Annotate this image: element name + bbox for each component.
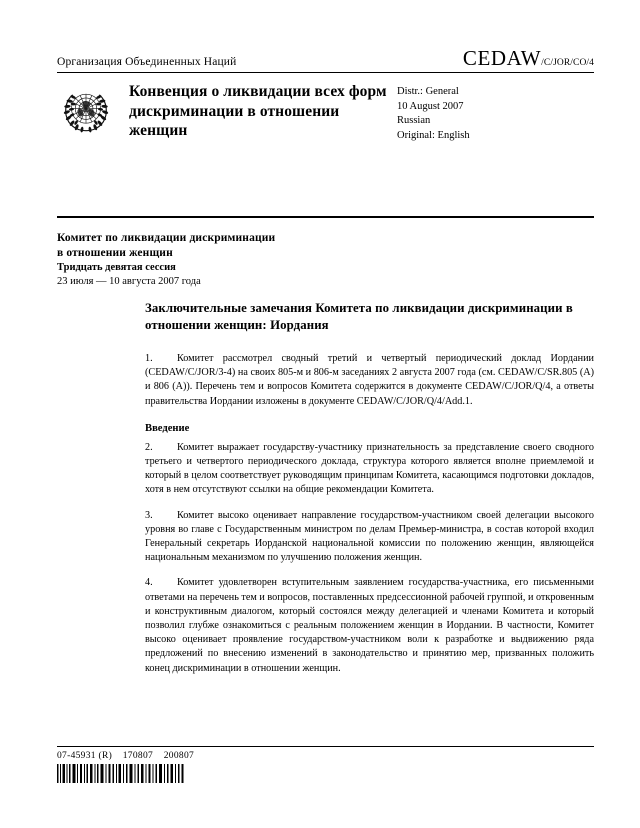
distribution-date: 10 August 2007 bbox=[397, 100, 464, 112]
paragraph-text: Комитет высоко оценивает направление государством-участником своей делегации высокого уровня во главе с Государственным министром по делам Премьер-министра, в состав которой входил Генеральный секретарь Иорданской национальной комиссии по положению женщин, являющейся национальным механизмом по улучшению положения женщин. bbox=[145, 509, 594, 564]
footer bbox=[57, 750, 594, 783]
document-symbol-main: CEDAW bbox=[462, 46, 542, 70]
paragraph-4 bbox=[145, 576, 594, 675]
committee-name-line-2: в отношении женщин bbox=[57, 246, 173, 259]
distribution-block bbox=[389, 80, 547, 143]
job-number: 07-45931 (R) 170807 200807 bbox=[57, 751, 195, 761]
paragraph-number: 2. bbox=[145, 441, 153, 453]
paragraph-text: Комитет рассмотрел сводный третий и четвертый периодический доклад Иордании (CEDAW/C/JOR/3-4) на своих 805-м и 806-м заседаниях 2 августа 2007 года (см. CEDAW/C/SR.805 (A) и 806 (A)). Перечень тем и вопросов Комитета содержится в документе CEDAW/C/JOR/Q/4, а ответы правительства Иордании изложены в документе CEDAW/C/JOR/Q/4/Add.1. bbox=[145, 353, 594, 407]
page-title: Заключительные замечания Комитета по ликвидации дискриминации в отношении женщин: Иордания bbox=[145, 301, 573, 332]
paragraph-2 bbox=[145, 441, 594, 498]
document-symbol bbox=[463, 48, 594, 69]
masthead bbox=[57, 48, 594, 143]
section-divider-thick bbox=[57, 216, 594, 218]
section-heading-introduction: Введение bbox=[145, 422, 190, 434]
footer-divider bbox=[57, 746, 594, 747]
document-body bbox=[145, 300, 594, 687]
masthead-top-row bbox=[57, 48, 594, 71]
committee-session-dates: 23 июля — 10 августа 2007 года bbox=[57, 276, 201, 287]
paragraph-text: Комитет выражает государству-участнику признательность за представление своего сводного третьего и четвертого периодического доклада, структура которого является вполне приемлемой и который в целом соответствует руководящим принципам Комитета, касающимся подготовки докладов, хотя в нем отсутствуют ссылки на общие рекомендации Комитета. bbox=[145, 441, 594, 496]
committee-session: Тридцать девятая сессия bbox=[57, 262, 176, 273]
document-symbol-suffix: /C/JOR/CO/4 bbox=[541, 58, 594, 68]
paragraph-1 bbox=[145, 352, 594, 409]
organization-name: Организация Объединенных Наций bbox=[57, 56, 237, 68]
paragraph-number: 1. bbox=[145, 353, 153, 364]
distribution-language: Russian bbox=[397, 115, 431, 126]
barcode-icon bbox=[57, 764, 185, 783]
paragraph-number: 3. bbox=[145, 509, 153, 521]
paragraph-text: Комитет удовлетворен вступительным заявлением государства-участника, его письменными ответами на перечень тем и вопросов, поставленных предсессионной рабочей группой, и откровенным и конструктивным диалогом, который состоялся между делегацией и членами Комитета и который позволил глубже ознакомиться с реальным положением женщин в Иордании. В частности, Комитет высоко оценивает проявление государством-участником воли к разработке и выдвижению ряда предложений по внесению изменений в законодательство и принятию мер, призванных положить конец дискриминации в отношении женщин. bbox=[145, 577, 594, 674]
committee-name-line-1: Комитет по ликвидации дискриминации bbox=[57, 232, 276, 244]
committee-block bbox=[57, 231, 594, 289]
paragraph-number: 4. bbox=[145, 577, 153, 589]
distribution-type: Distr.: General bbox=[397, 86, 459, 97]
distribution-original: Original: English bbox=[397, 129, 470, 141]
convention-title: Конвенция о ликвидации всех форм дискриминации в отношении женщин bbox=[129, 83, 387, 139]
un-emblem-icon bbox=[57, 82, 115, 140]
masthead-body-row bbox=[57, 73, 594, 143]
emblem-container bbox=[57, 80, 129, 140]
paragraph-3 bbox=[145, 509, 594, 566]
